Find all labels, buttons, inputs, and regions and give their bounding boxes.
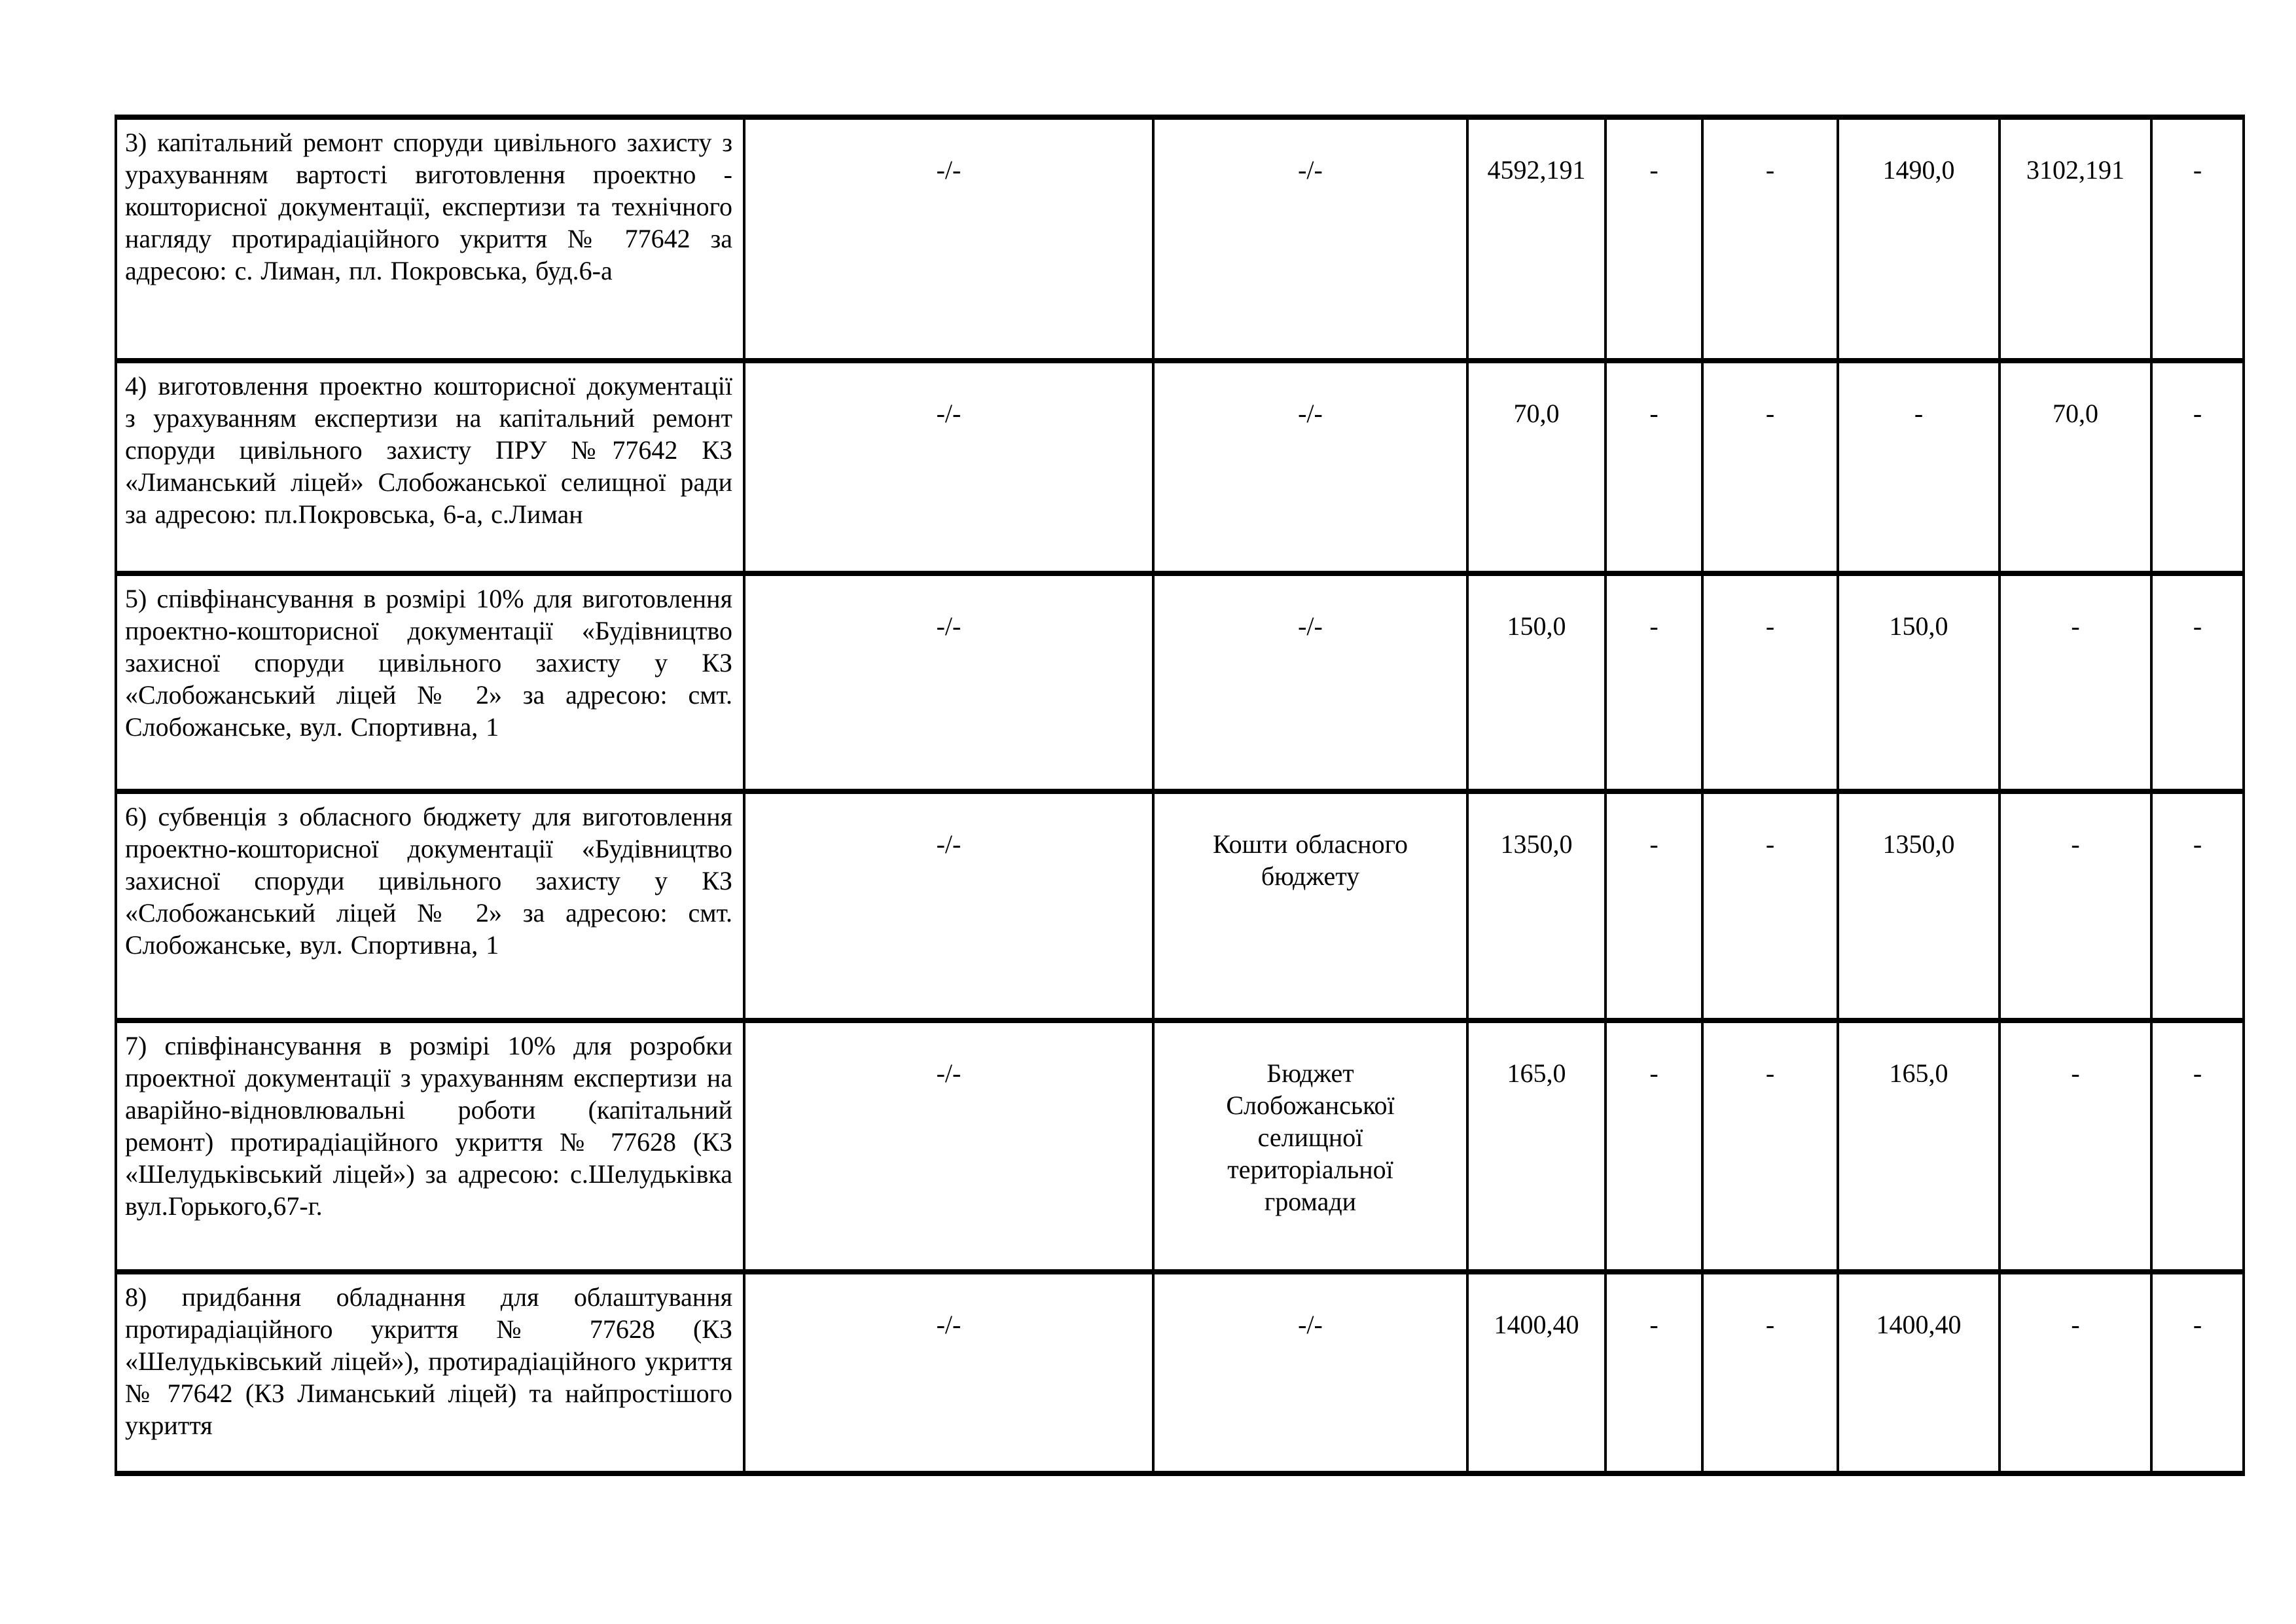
amount-cell: - bbox=[1605, 573, 1702, 791]
amount-total-cell: 4592,191 bbox=[1467, 117, 1605, 361]
amount-cell: - bbox=[1605, 1272, 1702, 1473]
amount-cell: - bbox=[1702, 1272, 1838, 1473]
funding-mark-cell: -/- bbox=[744, 117, 1153, 361]
funding-mark-cell: -/- bbox=[744, 361, 1153, 573]
amount-cell: - bbox=[2151, 1020, 2244, 1272]
funding-mark-cell: -/- bbox=[744, 791, 1153, 1020]
amount-total-cell: 70,0 bbox=[1467, 361, 1605, 573]
amount-cell: - bbox=[1605, 791, 1702, 1020]
funding-source-cell: -/- bbox=[1153, 117, 1467, 361]
amount-cell: - bbox=[1702, 791, 1838, 1020]
funding-source-cell: -/- bbox=[1153, 361, 1467, 573]
amount-cell: - bbox=[2151, 117, 2244, 361]
table-row bbox=[116, 573, 2244, 791]
table-row bbox=[116, 361, 2244, 573]
amount-cell: 165,0 bbox=[1838, 1020, 2000, 1272]
table-row bbox=[116, 117, 2244, 361]
amount-cell: - bbox=[1605, 1020, 1702, 1272]
funding-source-cell: -/- bbox=[1153, 573, 1467, 791]
amount-cell: - bbox=[1702, 1020, 1838, 1272]
description-cell: 7) співфінансування в розмірі 10% для розробки проектної документації з урахуванням експертизи на аварійно-відновлювальні роботи (капітальний ремонт) протирадіаційного укриття № 77628 (КЗ «Шелудьківський ліцей») за адресою: с.Шелудьківка вул.Горького,67-г. bbox=[116, 1020, 744, 1272]
amount-cell: 1350,0 bbox=[1838, 791, 2000, 1020]
description-cell: 6) субвенція з обласного бюджету для виготовлення проектно-кошторисної документації «Будівництво захисної споруди цивільного захисту у КЗ «Слобожанський ліцей № 2» за адресою: смт. Слобожанське, вул. Спортивна, 1 bbox=[116, 791, 744, 1020]
amount-cell: 150,0 bbox=[1838, 573, 2000, 791]
description-cell: 4) виготовлення проектно кошторисної документації з урахуванням експертизи на капітальний ремонт споруди цивільного захисту ПРУ №77642 КЗ «Лиманський ліцей» Слобожанської селищної ради за адресою: пл.Покровська, 6-а, с.Лиман bbox=[116, 361, 744, 573]
amount-cell: 1490,0 bbox=[1838, 117, 2000, 361]
budget-measures-table bbox=[115, 115, 2245, 1476]
funding-source-cell: Кошти обласного бюджету bbox=[1153, 791, 1467, 1020]
funding-source-cell: -/- bbox=[1153, 1272, 1467, 1473]
amount-cell: 3102,191 bbox=[2000, 117, 2151, 361]
amount-cell: - bbox=[1702, 361, 1838, 573]
table-row bbox=[116, 1020, 2244, 1272]
funding-mark-cell: -/- bbox=[744, 1272, 1153, 1473]
description-cell: 8) придбання обладнання для облаштування протирадіаційного укриття № 77628 (КЗ «Шелудьківський ліцей»), протирадіаційного укриття № 77642 (КЗ Лиманський ліцей) та найпростішого укриття bbox=[116, 1272, 744, 1473]
amount-cell: - bbox=[2000, 791, 2151, 1020]
funding-source-cell: Бюджет Слобожанської селищної територіальної громади bbox=[1153, 1020, 1467, 1272]
description-cell: 5) співфінансування в розмірі 10% для виготовлення проектно-кошторисної документації «Будівництво захисної споруди цивільного захисту у КЗ «Слобожанський ліцей № 2» за адресою: смт. Слобожанське, вул. Спортивна, 1 bbox=[116, 573, 744, 791]
table-row bbox=[116, 791, 2244, 1020]
amount-cell: - bbox=[1838, 361, 2000, 573]
amount-cell: - bbox=[1605, 361, 1702, 573]
amount-cell: - bbox=[1702, 573, 1838, 791]
amount-cell: - bbox=[2000, 1272, 2151, 1473]
table-row bbox=[116, 1272, 2244, 1473]
amount-total-cell: 150,0 bbox=[1467, 573, 1605, 791]
funding-mark-cell: -/- bbox=[744, 1020, 1153, 1272]
amount-cell: - bbox=[2151, 573, 2244, 791]
amount-cell: - bbox=[2151, 361, 2244, 573]
description-cell: 3) капітальний ремонт споруди цивільного захисту з урахуванням вартості виготовлення проектно - кошторисної документації, експертизи та технічного нагляду протирадіаційного укриття № 77642 за адресою: с. Лиман, пл. Покровська, буд.6-а bbox=[116, 117, 744, 361]
amount-cell: - bbox=[1605, 117, 1702, 361]
amount-cell: - bbox=[2000, 1020, 2151, 1272]
amount-total-cell: 165,0 bbox=[1467, 1020, 1605, 1272]
funding-mark-cell: -/- bbox=[744, 573, 1153, 791]
amount-cell: - bbox=[2151, 791, 2244, 1020]
amount-cell: - bbox=[2000, 573, 2151, 791]
amount-total-cell: 1350,0 bbox=[1467, 791, 1605, 1020]
amount-cell: 70,0 bbox=[2000, 361, 2151, 573]
amount-total-cell: 1400,40 bbox=[1467, 1272, 1605, 1473]
amount-cell: - bbox=[1702, 117, 1838, 361]
amount-cell: - bbox=[2151, 1272, 2244, 1473]
amount-cell: 1400,40 bbox=[1838, 1272, 2000, 1473]
